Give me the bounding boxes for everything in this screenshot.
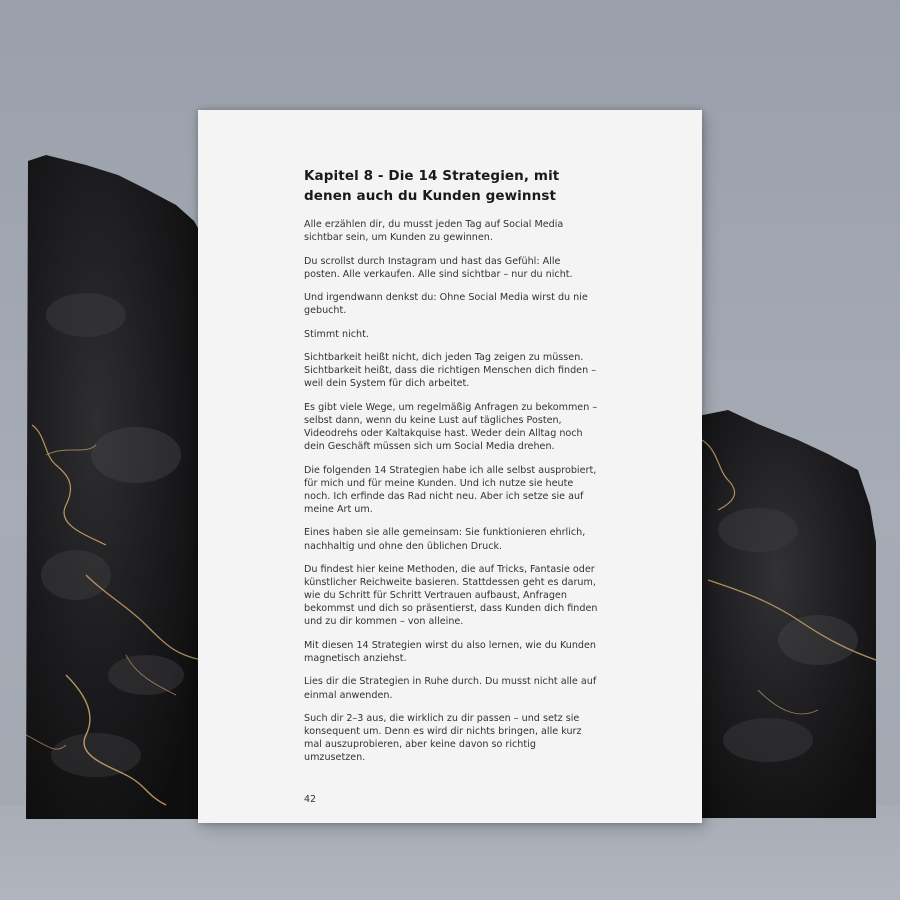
right-marble-block	[698, 410, 876, 818]
paragraph: Und irgendwann denkst du: Ohne Social Media wirst du nie gebucht.	[304, 292, 588, 317]
paragraph: Mit diesen 14 Strategien wirst du also lernen, wie du Kunden magnetisch anziehst.	[304, 639, 597, 664]
paragraph: Sichtbarkeit heißt nicht, dich jeden Tag zeigen zu müssen. Sichtbarkeit heißt, dass die richtigen Menschen dich finden – weil dein System für dich arbeitet.	[304, 352, 597, 390]
paragraph: Die folgenden 14 Strategien habe ich alle selbst ausprobiert, für mich und für meine Kunden. Und ich nutze sie heute noch. Ich erfinde das Rad nicht neu. Aber ich setze sie auf meine Art um.	[304, 464, 597, 515]
paragraph: Eines haben sie alle gemeinsam: Sie funktionieren ehrlich, nachhaltig und ohne den üblichen Druck.	[304, 527, 586, 552]
paragraph: Stimmt nicht.	[304, 328, 369, 340]
paragraph: Es gibt viele Wege, um regelmäßig Anfragen zu bekommen – selbst dann, wenn du keine Lust auf tägliches Posten, Videodrehs oder Kaltakquise hast. Weder dein Alltag noch dein Geschäft müssen sich um Social Media drehen.	[304, 401, 598, 453]
paragraph: Alle erzählen dir, du musst jeden Tag auf Social Media sichtbar sein, um Kunden zu gewinnen.	[304, 219, 564, 244]
page-number: 42	[304, 794, 317, 805]
book-page	[198, 110, 702, 823]
left-marble-block	[26, 155, 202, 819]
paragraph: Lies dir die Strategien in Ruhe durch. Du musst nicht alle auf einmal anwenden.	[304, 676, 597, 701]
paragraph: Such dir 2–3 aus, die wirklich zu dir passen – und setz sie konsequent um. Denn es wird dir nichts bringen, alle kurz mal auszuprobieren, aber keine davon so richtig umzusetzen.	[304, 713, 582, 764]
paragraph: Du findest hier keine Methoden, die auf Tricks, Fantasie oder künstlicher Reichweite basieren. Stattdessen geht es darum, wie du Schritt für Schritt Vertrauen aufbaust, Anfragen bekommst und dich so präsentierst, dass Kunden dich finden und zu dir kommen – von alleine.	[304, 564, 598, 628]
paragraph: Du scrollst durch Instagram und hast das Gefühl: Alle posten. Alle verkaufen. Alle sind sichtbar – nur du nicht.	[304, 255, 573, 280]
chapter-title: Kapitel 8 - Die 14 Strategien, mit denen auch du Kunden gewinnst	[304, 168, 560, 204]
